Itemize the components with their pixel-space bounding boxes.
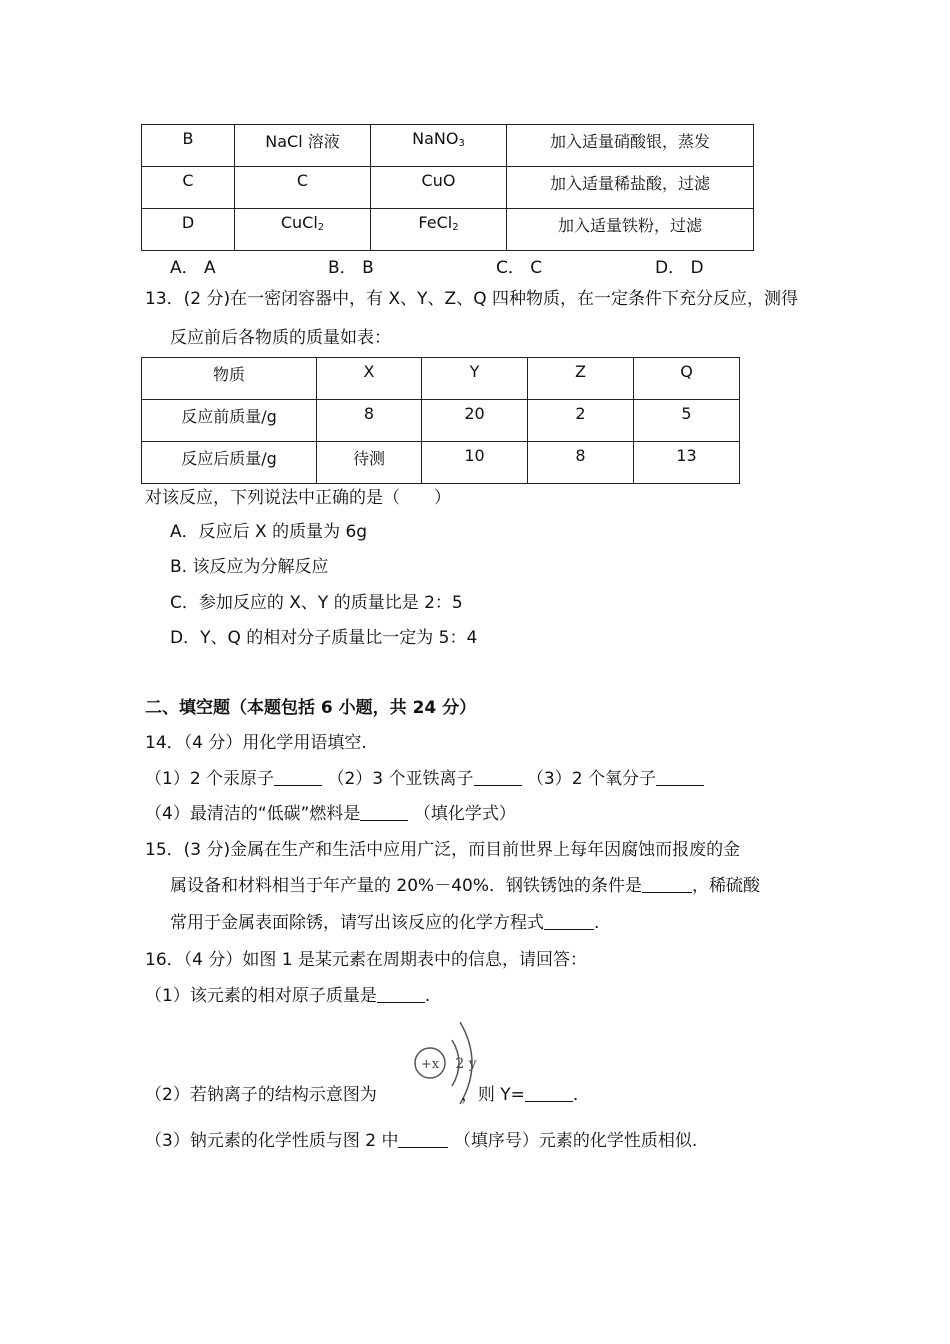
table-cell — [371, 209, 507, 251]
table-cell: 反应后质量/g — [142, 442, 317, 484]
answer-blank[interactable] — [274, 769, 322, 786]
table-cell: C — [235, 167, 371, 209]
table-cell: 反应前质量/g — [142, 400, 317, 442]
q16-part2-suffix: . — [572, 1085, 579, 1105]
q16-part2 — [145, 1084, 578, 1106]
q16-part2-mid: ，则 Y= — [460, 1085, 525, 1105]
mass-table — [141, 357, 740, 484]
q13-option-d: D．Y、Q 的相对分子质量比一定为 5：4 — [170, 628, 478, 648]
q16-stem: 16．（4 分）如图 1 是某元素在周期表中的信息，请回答： — [145, 950, 587, 970]
q13-question: 对该反应，下列说法中正确的是（ ） — [145, 488, 451, 508]
q13-stem-line2: 反应前后各物质的质量如表： — [170, 328, 391, 348]
table-row — [142, 400, 740, 442]
q14-part1: （1）2 个汞原子 — [145, 769, 275, 789]
table-cell: C — [142, 167, 235, 209]
answer-blank[interactable] — [474, 769, 522, 786]
table-cell: 20 — [422, 400, 528, 442]
q16-part1-suffix: . — [424, 986, 431, 1006]
table-row — [142, 125, 754, 167]
answer-blank[interactable] — [398, 1131, 448, 1148]
option-b: B． B — [328, 258, 374, 278]
table-header-row — [142, 358, 740, 400]
q15-line3-suffix: . — [594, 913, 600, 933]
formula-subscript: 2 — [317, 222, 325, 233]
table-cell: B — [142, 125, 235, 167]
option-a: A． A — [170, 258, 216, 278]
nucleus-charge: +x — [420, 1057, 440, 1072]
table-cell: 加入适量铁粉，过滤 — [507, 209, 754, 251]
q16-part3 — [145, 1130, 697, 1152]
option-d: D． D — [655, 258, 704, 278]
q13-option-c: C．参加反应的 X、Y 的质量比是 2：5 — [170, 593, 463, 613]
answer-blank[interactable] — [525, 1085, 573, 1102]
table-header-cell: 物质 — [142, 358, 317, 400]
table-cell: 5 — [634, 400, 740, 442]
answer-blank[interactable] — [544, 913, 594, 930]
q15-line1: 15．(3 分)金属在生产和生活中应用广泛，而目前世界上每年因腐蚀而报废的金 — [145, 840, 741, 860]
q14-part4-suffix: （填化学式） — [413, 804, 516, 824]
section-heading: 二、填空题（本题包括 6 小题，共 24 分） — [145, 698, 477, 718]
table-cell: 8 — [528, 442, 634, 484]
q14-part3: （3）2 个氧分子 — [526, 769, 656, 789]
q15-line2-text: 属设备和材料相当于年产量的 20%－40%．钢铁锈蚀的条件是 — [170, 876, 642, 896]
table-cell: 加入适量稀盐酸，过滤 — [507, 167, 754, 209]
table-cell: D — [142, 209, 235, 251]
q16-part2-text: （2）若钠离子的结构示意图为 — [145, 1085, 377, 1105]
answer-blank[interactable] — [642, 876, 692, 893]
table-cell: 2 — [528, 400, 634, 442]
formula-text: CuO — [421, 171, 456, 190]
q14-parts-1-3 — [145, 768, 704, 790]
table-row — [142, 442, 740, 484]
table-cell: NaCl 溶液 — [235, 125, 371, 167]
table-cell — [371, 125, 507, 167]
answer-blank[interactable] — [656, 769, 704, 786]
q16-part3-suffix: （填序号）元素的化学性质相似. — [453, 1131, 698, 1151]
electron-counts: 2 y — [455, 1056, 477, 1072]
q16-part1-text: （1）该元素的相对原子质量是 — [145, 986, 377, 1006]
formula-text: CuCl — [280, 213, 318, 232]
q13-option-b: B. 该反应为分解反应 — [170, 557, 329, 577]
q16-part1 — [145, 985, 430, 1007]
table-cell — [235, 209, 371, 251]
table-cell: 8 — [317, 400, 422, 442]
q14-part4 — [145, 803, 516, 825]
formula-subscript: 3 — [458, 138, 465, 149]
table-row — [142, 167, 754, 209]
option-c: C． C — [496, 258, 543, 278]
q15-line2-suffix: ，稀硫酸 — [691, 876, 760, 896]
table-cell: 13 — [634, 442, 740, 484]
q15-line3-text: 常用于金属表面除锈，请写出该反应的化学方程式 — [170, 913, 544, 933]
answer-blank[interactable] — [360, 804, 408, 821]
table-cell — [371, 167, 507, 209]
q13-stem-line1: 13．(2 分)在一密闭容器中，有 X、Y、Z、Q 四种物质，在一定条件下充分反应，测得 — [145, 289, 798, 309]
q14-part2: （2）3 个亚铁离子 — [327, 769, 474, 789]
table-header-cell: Q — [634, 358, 740, 400]
table-row — [142, 209, 754, 251]
table-header-cell: X — [317, 358, 422, 400]
table-header-cell: Z — [528, 358, 634, 400]
q12-options — [0, 253, 950, 277]
formula-text: NaNO — [412, 129, 459, 148]
q14-stem: 14．（4 分）用化学用语填空. — [145, 733, 367, 753]
q16-part3-text: （3）钠元素的化学性质与图 2 中 — [145, 1131, 399, 1151]
table-cell: 待测 — [317, 442, 422, 484]
table-cell: 10 — [422, 442, 528, 484]
answer-blank[interactable] — [377, 986, 425, 1003]
q15-line2 — [170, 875, 760, 897]
formula-subscript: 2 — [452, 222, 459, 233]
q15-line3 — [170, 912, 599, 934]
q13-option-a: A．反应后 X 的质量为 6g — [170, 522, 368, 542]
formula-text: FeCl — [418, 213, 453, 232]
table-cell: 加入适量硝酸银，蒸发 — [507, 125, 754, 167]
purification-table — [141, 124, 754, 251]
table-header-cell: Y — [422, 358, 528, 400]
q14-part4-text: （4）最清洁的“低碳”燃料是 — [145, 804, 361, 824]
